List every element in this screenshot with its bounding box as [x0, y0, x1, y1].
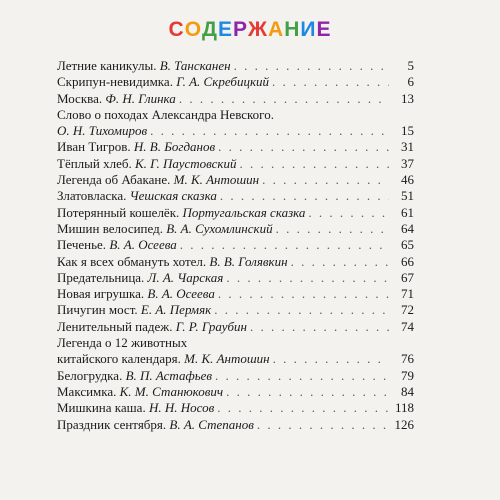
toc-entry: [57, 417, 414, 433]
entry-title: Новая игрушка.: [57, 286, 145, 302]
entry-title: Летние каникулы.: [57, 58, 157, 73]
page-number: 65: [401, 237, 414, 253]
table-of-contents: [57, 58, 414, 433]
title-letter: Н: [284, 18, 301, 41]
entry-title: Ленительный падеж.: [57, 318, 173, 334]
title-letter: Е: [316, 18, 332, 41]
entry-title: Потерянный кошелёк.: [57, 204, 180, 220]
title-letter: Е: [218, 18, 234, 41]
entry-author: Г. А. Скребицкий: [176, 74, 270, 90]
toc-entry-title-line: [57, 335, 414, 351]
entry-title: Пичугин мост.: [57, 302, 138, 318]
toc-entry: [57, 58, 414, 74]
page-number: 6: [407, 74, 414, 90]
page-number: 66: [401, 253, 414, 269]
dot-leader: [291, 254, 389, 270]
page-number: 118: [394, 400, 414, 416]
entry-title: Слово о походах Александра Невского.: [57, 106, 274, 122]
dot-leader: [240, 156, 390, 172]
entry-title: Максимка.: [57, 383, 117, 399]
page-number: 76: [401, 351, 414, 367]
entry-author: К. Г. Паустовский: [134, 155, 237, 171]
dot-leader: [218, 139, 389, 155]
entry-title: Как я всех обмануть хотел.: [57, 253, 207, 269]
page-number: 72: [401, 302, 414, 318]
page-number: 61: [401, 204, 414, 220]
page-number: 31: [401, 139, 414, 155]
page-number: 37: [401, 155, 414, 171]
page-number: 71: [401, 286, 414, 302]
page-number: 13: [401, 90, 414, 106]
dot-leader: [226, 270, 389, 286]
entry-title: Легенда об Абакане.: [57, 172, 171, 188]
toc-entry: [57, 156, 414, 172]
dot-leader: [276, 221, 389, 237]
dot-leader: [250, 319, 389, 335]
toc-entry-title-line: [57, 107, 414, 123]
entry-author: В. А. Степанов: [169, 416, 254, 432]
entry-title: Праздник сентября.: [57, 416, 167, 432]
toc-entry: [57, 319, 414, 335]
page-number: 64: [401, 220, 414, 236]
entry-author: Е. А. Пермяк: [140, 302, 212, 318]
page-number: 46: [401, 172, 414, 188]
entry-author: О. Н. Тихомиров: [57, 123, 148, 139]
entry-title: Предательница.: [57, 269, 145, 285]
entry-title: Мишкина каша.: [57, 400, 146, 416]
dot-leader: [150, 123, 389, 139]
entry-author: М. К. Антошин: [173, 172, 260, 188]
toc-entry: [57, 139, 414, 155]
title-letter: Д: [202, 18, 218, 41]
dot-leader: [273, 351, 389, 367]
entry-title: Златовласка.: [57, 188, 127, 204]
entry-author: В. П. Астафьев: [125, 367, 213, 383]
title-letter: Р: [233, 18, 249, 41]
toc-entry: [57, 74, 414, 90]
toc-entry: [57, 351, 414, 367]
entry-author: Н. В. Богданов: [133, 139, 216, 155]
entry-author: М. К. Антошин: [184, 351, 270, 367]
entry-author: Л. А. Чарская: [147, 269, 224, 285]
entry-title: Белогрудка.: [57, 367, 123, 383]
page-number: 67: [401, 269, 414, 285]
entry-title: Москва.: [57, 90, 103, 106]
entry-title: Скрипун-невидимка.: [57, 74, 173, 90]
toc-entry: [57, 400, 414, 416]
toc-entry: [57, 237, 414, 253]
title-letter: И: [300, 18, 317, 41]
dot-leader: [218, 286, 389, 302]
toc-entry: [57, 302, 414, 318]
page-number: 15: [401, 123, 414, 139]
entry-author: В. А. Осеева: [147, 286, 215, 302]
dot-leader: [220, 188, 389, 204]
entry-title: китайского календаря.: [57, 351, 181, 367]
entry-author: Ф. Н. Глинка: [105, 90, 176, 106]
title-letter: О: [184, 18, 203, 41]
toc-entry: [57, 221, 414, 237]
page-number: 126: [394, 416, 414, 432]
dot-leader: [215, 368, 389, 384]
dot-leader: [217, 400, 389, 416]
page-number: 51: [401, 188, 414, 204]
toc-entry: [57, 123, 414, 139]
toc-entry: [57, 91, 414, 107]
title-letter: С: [168, 18, 185, 41]
entry-author: В. А. Осеева: [109, 237, 177, 253]
page-number: 84: [401, 383, 414, 399]
dot-leader: [262, 172, 389, 188]
page-title: [0, 18, 500, 42]
dot-leader: [179, 91, 389, 107]
dot-leader: [180, 237, 389, 253]
entry-author: В. Тансканен: [159, 58, 231, 73]
entry-title: Тёплый хлеб.: [57, 155, 132, 171]
entry-author: В. В. Голявкин: [209, 253, 288, 269]
toc-entry: [57, 270, 414, 286]
dot-leader: [257, 417, 389, 433]
page-number: 79: [401, 367, 414, 383]
entry-author: Г. Р. Граубин: [175, 318, 247, 334]
toc-entry: [57, 172, 414, 188]
toc-entry: [57, 384, 414, 400]
dot-leader: [308, 205, 389, 221]
dot-leader: [234, 58, 389, 74]
page-number: 74: [401, 318, 414, 334]
entry-title: Легенда о 12 животных: [57, 335, 188, 351]
entry-author: Н. Н. Носов: [148, 400, 215, 416]
entry-author: К. М. Станюкович: [119, 383, 224, 399]
dot-leader: [272, 74, 389, 90]
page-number: 5: [407, 58, 414, 73]
dot-leader: [214, 302, 389, 318]
toc-entry: [57, 188, 414, 204]
entry-title: Печенье.: [57, 237, 107, 253]
entry-title: Мишин велосипед.: [57, 220, 163, 236]
title-letter: Ж: [248, 18, 269, 41]
entry-author: Португальская сказка: [182, 204, 306, 220]
entry-author: Чешская сказка: [129, 188, 217, 204]
toc-entry: [57, 368, 414, 384]
toc-entry: [57, 254, 414, 270]
title-letter: А: [268, 18, 285, 41]
toc-entry: [57, 286, 414, 302]
entry-title: Иван Тигров.: [57, 139, 131, 155]
toc-entry: [57, 205, 414, 221]
dot-leader: [226, 384, 389, 400]
entry-author: В. А. Сухомлинский: [166, 220, 273, 236]
